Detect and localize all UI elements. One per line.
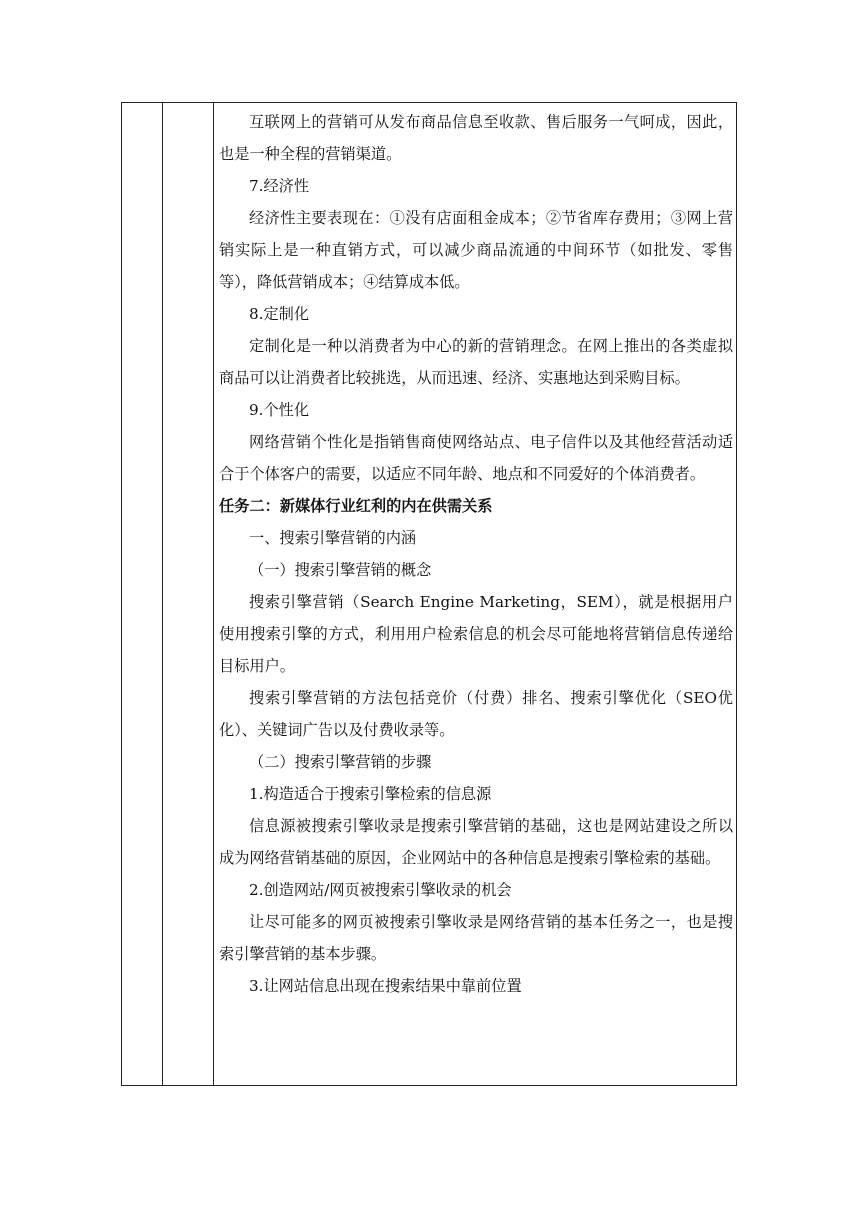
subheading: 3.让网站信息出现在搜索结果中靠前位置: [249, 977, 522, 995]
subheading: 8.定制化: [249, 305, 310, 323]
paragraph: 信息源被搜索引擎收录是搜索引擎营销的基础，这也是网站建设之所以成为网络营销基础的原因，企业网站中的各种信息是搜索引擎检索的基础。: [219, 817, 733, 867]
paragraph: 搜索引擎营销（Search Engine Marketing，SEM），就是根据用户使用搜索引擎的方式，利用用户检索信息的机会尽可能地将营销信息传递给目标用户。: [219, 593, 733, 675]
paragraph: 经济性主要表现在：①没有店面租金成本；②节省库存费用；③网上营销实际上是一种直销方式，可以减少商品流通的中间环节（如批发、零售等），降低营销成本；④结算成本低。: [219, 209, 733, 291]
document-content: [219, 103, 733, 1002]
paragraph: 互联网上的营销可从发布商品信息至收款、售后服务一气呵成，因此，也是一种全程的营销渠道。: [219, 113, 733, 163]
subheading: （二）搜索引擎营销的步骤: [249, 753, 432, 771]
subheading: 2.创造网站/网页被搜索引擎收录的机会: [249, 881, 512, 899]
subheading: 1.构造适合于搜索引擎检索的信息源: [249, 785, 492, 803]
subheading: 7.经济性: [249, 177, 310, 195]
table-column-divider: [213, 103, 214, 1085]
document-table: [121, 102, 737, 1086]
paragraph: 让尽可能多的网页被搜索引擎收录是网络营销的基本任务之一，也是搜索引擎营销的基本步骤。: [219, 913, 733, 963]
table-column-divider: [162, 103, 163, 1085]
paragraph: 搜索引擎营销的方法包括竞价（付费）排名、搜索引擎优化（SEO优化）、关键词广告以及付费收录等。: [219, 689, 733, 739]
subheading: 9.个性化: [249, 401, 310, 419]
subheading: 一、搜索引擎营销的内涵: [249, 529, 417, 547]
section-heading: 任务二：新媒体行业红利的内在供需关系: [219, 497, 493, 515]
paragraph: 定制化是一种以消费者为中心的新的营销理念。在网上推出的各类虚拟商品可以让消费者比较挑选，从而迅速、经济、实惠地达到采购目标。: [219, 337, 733, 387]
subheading: （一）搜索引擎营销的概念: [249, 561, 432, 579]
paragraph: 网络营销个性化是指销售商使网络站点、电子信件以及其他经营活动适合于个体客户的需要，以适应不同年龄、地点和不同爱好的个体消费者。: [219, 433, 733, 483]
